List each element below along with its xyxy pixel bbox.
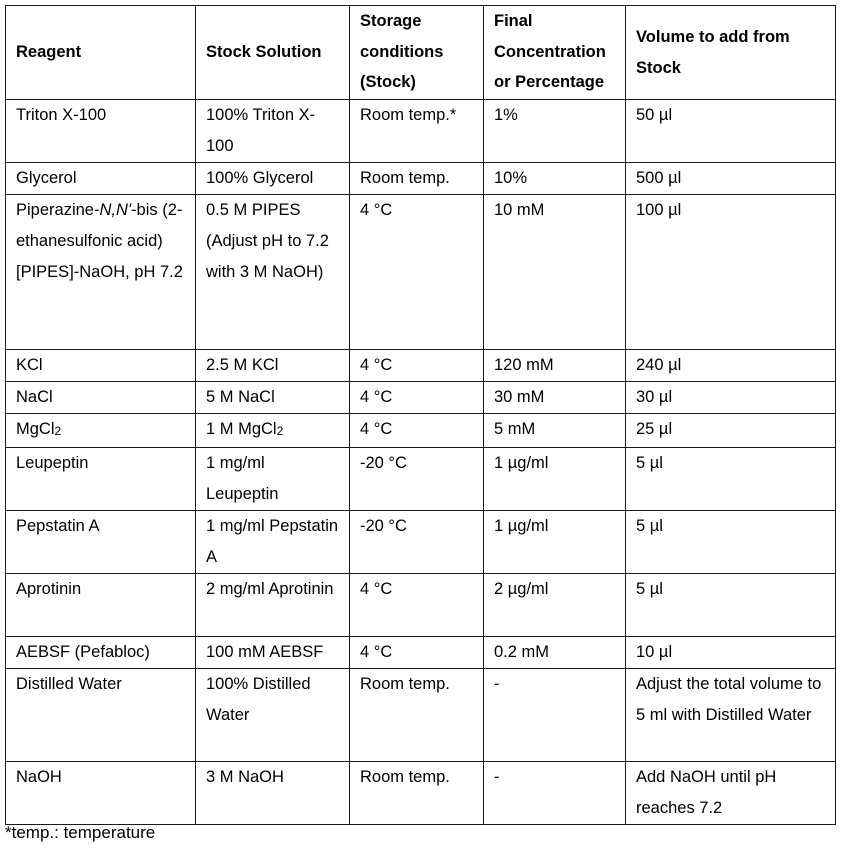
table-row bbox=[6, 637, 836, 669]
cell-storage: -20 °C bbox=[350, 511, 484, 574]
cell-storage: Room temp. bbox=[350, 669, 484, 762]
cell-stock: 1 mg/ml Pepstatin A bbox=[196, 511, 350, 574]
cell-volume: 10 µl bbox=[626, 637, 836, 669]
cell-reagent: Pepstatin A bbox=[6, 511, 196, 574]
cell-final: 30 mM bbox=[484, 382, 626, 414]
cell-storage: 4 °C bbox=[350, 637, 484, 669]
cell-reagent: Glycerol bbox=[6, 163, 196, 195]
table-row bbox=[6, 669, 836, 762]
cell-final: 1 µg/ml bbox=[484, 511, 626, 574]
cell-storage: 4 °C bbox=[350, 350, 484, 382]
cell-storage: 4 °C bbox=[350, 574, 484, 637]
reagent-subscript: 2 bbox=[54, 424, 62, 438]
header-final-concentration: Final Concentration or Percentage bbox=[484, 6, 626, 100]
cell-reagent: NaOH bbox=[6, 762, 196, 825]
cell-volume: 5 µl bbox=[626, 574, 836, 637]
stock-formula: 1 M MgCl bbox=[206, 420, 277, 438]
cell-stock: 100% Glycerol bbox=[196, 163, 350, 195]
cell-final: 1 µg/ml bbox=[484, 448, 626, 511]
cell-storage: 4 °C bbox=[350, 382, 484, 414]
cell-final: 5 mM bbox=[484, 414, 626, 448]
cell-volume: 25 µl bbox=[626, 414, 836, 448]
cell-reagent bbox=[6, 195, 196, 350]
cell-final: - bbox=[484, 669, 626, 762]
reagent-table bbox=[5, 5, 836, 825]
cell-volume: 5 µl bbox=[626, 448, 836, 511]
cell-stock: 1 mg/ml Leupeptin bbox=[196, 448, 350, 511]
cell-stock: 100 mM AEBSF bbox=[196, 637, 350, 669]
cell-stock: 100% Triton X-100 bbox=[196, 100, 350, 163]
reagent-name-prefix: Piperazine- bbox=[16, 201, 100, 219]
cell-volume: Add NaOH until pH reaches 7.2 bbox=[626, 762, 836, 825]
cell-stock: 0.5 M PIPES (Adjust pH to 7.2 with 3 M NaOH) bbox=[196, 195, 350, 350]
footnote: *temp.: temperature bbox=[5, 823, 156, 842]
cell-storage: 4 °C bbox=[350, 195, 484, 350]
cell-reagent: KCl bbox=[6, 350, 196, 382]
cell-storage: Room temp.* bbox=[350, 100, 484, 163]
table-row bbox=[6, 414, 836, 448]
cell-stock: 100% Distilled Water bbox=[196, 669, 350, 762]
cell-volume: 5 µl bbox=[626, 511, 836, 574]
cell-reagent: NaCl bbox=[6, 382, 196, 414]
cell-stock: 5 M NaCl bbox=[196, 382, 350, 414]
cell-volume: 500 µl bbox=[626, 163, 836, 195]
stock-subscript: 2 bbox=[276, 424, 284, 438]
table-row bbox=[6, 100, 836, 163]
cell-final: 0.2 mM bbox=[484, 637, 626, 669]
cell-volume: 100 µl bbox=[626, 195, 836, 350]
header-reagent: Reagent bbox=[6, 6, 196, 100]
cell-volume: 240 µl bbox=[626, 350, 836, 382]
cell-reagent: Aprotinin bbox=[6, 574, 196, 637]
cell-final: 120 mM bbox=[484, 350, 626, 382]
cell-reagent: Triton X-100 bbox=[6, 100, 196, 163]
cell-final: 1% bbox=[484, 100, 626, 163]
header-stock-solution: Stock Solution bbox=[196, 6, 350, 100]
table-row bbox=[6, 762, 836, 825]
cell-volume: 50 µl bbox=[626, 100, 836, 163]
cell-reagent: AEBSF (Pefabloc) bbox=[6, 637, 196, 669]
cell-stock: 2.5 M KCl bbox=[196, 350, 350, 382]
table-row bbox=[6, 350, 836, 382]
cell-storage: -20 °C bbox=[350, 448, 484, 511]
cell-final: 10% bbox=[484, 163, 626, 195]
cell-storage: Room temp. bbox=[350, 163, 484, 195]
cell-reagent: Leupeptin bbox=[6, 448, 196, 511]
cell-storage: 4 °C bbox=[350, 414, 484, 448]
cell-storage: Room temp. bbox=[350, 762, 484, 825]
table-row bbox=[6, 163, 836, 195]
table-row bbox=[6, 574, 836, 637]
cell-reagent: Distilled Water bbox=[6, 669, 196, 762]
cell-final: 10 mM bbox=[484, 195, 626, 350]
cell-final: - bbox=[484, 762, 626, 825]
table-row bbox=[6, 195, 836, 350]
cell-stock bbox=[196, 414, 350, 448]
cell-reagent bbox=[6, 414, 196, 448]
header-storage-conditions: Storage conditions (Stock) bbox=[350, 6, 484, 100]
table-row bbox=[6, 448, 836, 511]
cell-stock: 3 M NaOH bbox=[196, 762, 350, 825]
header-volume-to-add: Volume to add from Stock bbox=[626, 6, 836, 100]
table-row bbox=[6, 511, 836, 574]
cell-stock: 2 mg/ml Aprotinin bbox=[196, 574, 350, 637]
reagent-name-suffix: -bis (2-ethanesulfonic acid) [PIPES]-NaOH, pH 7.2 bbox=[16, 201, 183, 281]
cell-volume: Adjust the total volume to 5 ml with Distilled Water bbox=[626, 669, 836, 762]
table-row bbox=[6, 382, 836, 414]
cell-volume: 30 µl bbox=[626, 382, 836, 414]
reagent-name-italic: N,N' bbox=[99, 201, 132, 219]
table-header-row bbox=[6, 6, 836, 100]
reagent-formula: MgCl bbox=[16, 420, 55, 438]
cell-final: 2 µg/ml bbox=[484, 574, 626, 637]
